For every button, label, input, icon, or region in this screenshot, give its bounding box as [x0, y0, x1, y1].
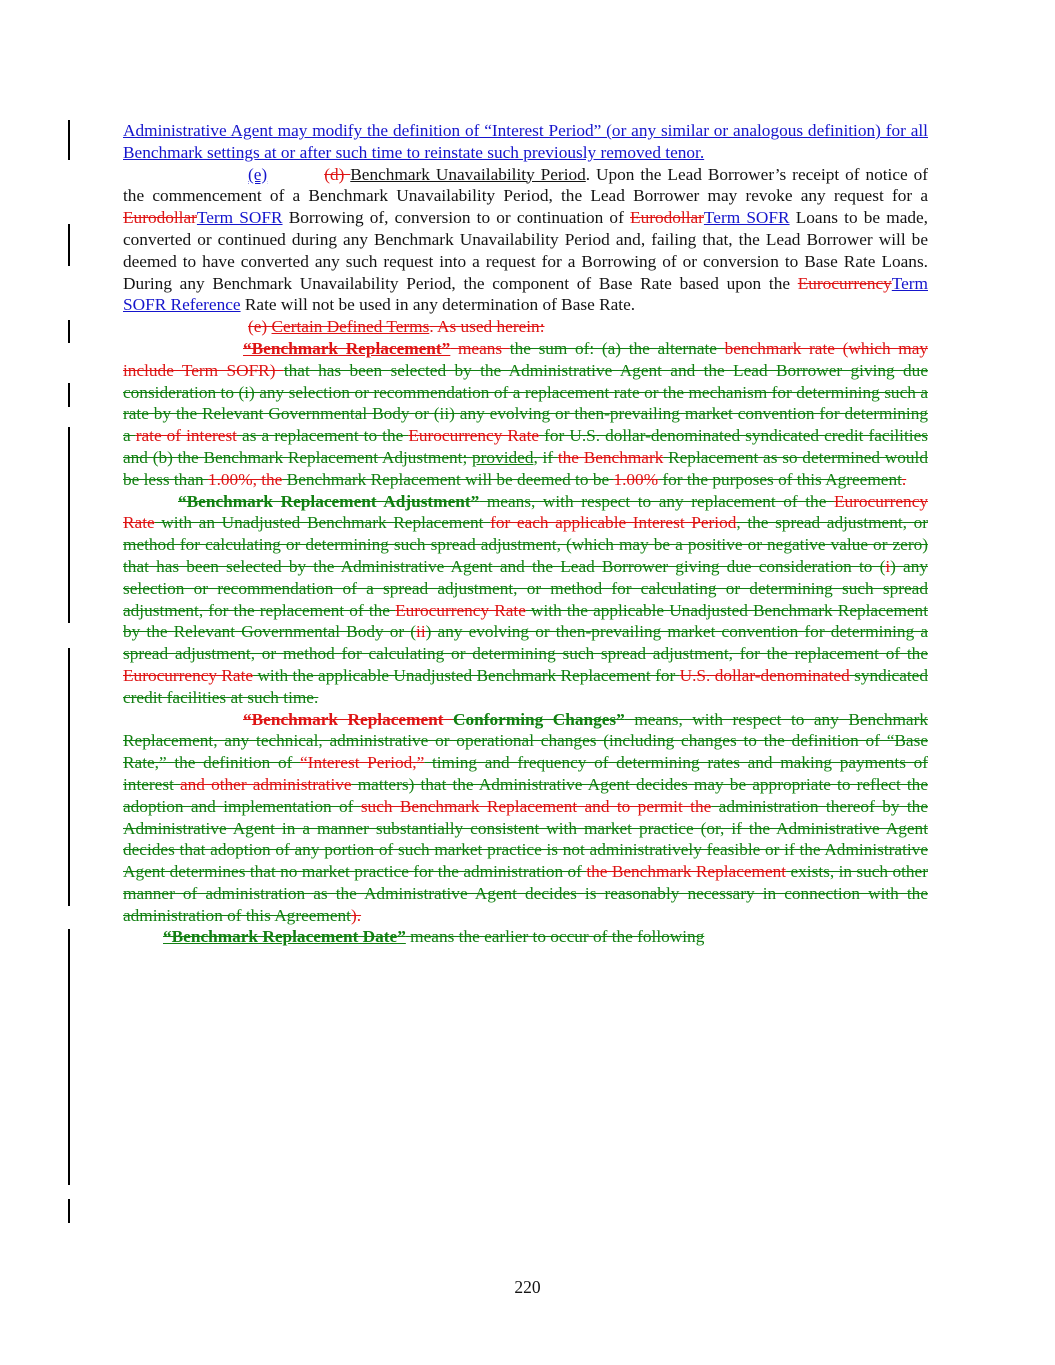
- text-run: , if: [533, 447, 558, 467]
- text-run: the Benchmark: [557, 447, 664, 467]
- text-run: Term SOFR: [196, 208, 283, 228]
- text-run: the Benchmark Replacement: [586, 862, 787, 882]
- text-run: Eurocurrency Rate: [395, 600, 526, 620]
- text-run: Term SOFR: [703, 208, 790, 228]
- text-run: Conforming Changes”: [453, 709, 625, 729]
- text-run: as a replacement to the: [236, 426, 409, 446]
- text-run: Borrowing of, conversion to or continuation of: [282, 208, 631, 228]
- text-run: rate of interest: [135, 426, 237, 446]
- text-run: Eurocurrency: [797, 273, 892, 293]
- benchmark-replacement-date-definition: [123, 926, 928, 948]
- inserted-interest-period-paragraph: [123, 120, 928, 164]
- text-run: Certain Defined Terms: [271, 317, 430, 337]
- text-run: syndicated credit facilities at such time.: [123, 665, 928, 707]
- text-run: provided: [472, 447, 534, 467]
- text-run: Eurocurrency Rate: [123, 665, 254, 685]
- text-run: means, with respect to any replacement of the: [479, 491, 834, 511]
- text-run: i: [885, 556, 891, 576]
- text-run: means, with respect to any Benchmark Replacement, any technical, administrative or operational changes (including changes to the definition of “Base Rate,” the definition of: [123, 709, 928, 773]
- change-bar: [68, 224, 70, 266]
- text-run: with the applicable Unadjusted Benchmark Replacement for: [253, 665, 680, 685]
- change-bar: [68, 929, 70, 1185]
- change-bar: [68, 1199, 70, 1223]
- text-run: and other administrative: [180, 774, 352, 794]
- text-run: such Benchmark Replacement and to permit the: [360, 796, 712, 816]
- text-run: ).: [350, 905, 362, 925]
- text-run: with an Unadjusted Benchmark Replacement: [154, 513, 491, 533]
- certain-defined-terms-line: [123, 316, 928, 338]
- text-run: “Benchmark Replacement Date”: [163, 927, 406, 947]
- change-bar: [68, 320, 70, 343]
- text-run: Administrative Agent may modify the definition of “Interest Period” (or any similar or analogous definition) for all Benchmark settings at or after such time to reinstate such previously removed tenor.: [123, 121, 928, 162]
- benchmark-unavailability-period-paragraph: [123, 164, 928, 317]
- text-run: 1.00%, the: [207, 469, 283, 489]
- text-run: that has been selected by the Administrative Agent and the Lead Borrower giving due consideration to (i) any selection or recommendation of a replacement rate or the mechanism for determining such a rate by the Relevant Governmental Body or (ii) any evolving or then-prevailing market convention for determining a: [123, 360, 928, 446]
- text-run: for the purposes of this Agreement: [658, 469, 902, 489]
- text-run: “Benchmark Replacement”: [243, 338, 451, 358]
- text-run: (d): [324, 164, 351, 184]
- text-run: Replacement as so determined would be less than: [123, 447, 928, 489]
- change-bar: [68, 120, 70, 160]
- text-run: “Interest Period,”: [300, 753, 425, 773]
- text-run: Loans to be made, converted or continued during any Benchmark Unavailability Period and, failing that, the Lead Borrower will be deemed to have converted any such request into a request for a Borrowing of or conversion to Base Rate Loans. During any Benchmark Unavailability Period, the component of Base Rate based upon the: [123, 208, 928, 293]
- text-run: (e): [248, 317, 272, 337]
- text-run: Term SOFR Reference: [123, 273, 928, 315]
- text-run: with the applicable Unadjusted Benchmark Replacement by the Relevant Governmental Body or (: [123, 600, 928, 642]
- text-run: Eurodollar: [123, 208, 197, 228]
- text-run: timing and frequency of determining rates and making payments of interest: [123, 753, 928, 794]
- text-run: means the earlier to occur of the following: [405, 927, 705, 947]
- change-bar: [68, 648, 70, 906]
- text-run: means: [450, 338, 510, 358]
- change-bar: [68, 383, 70, 407]
- text-run: Benchmark Replacement will be deemed to be: [282, 469, 614, 489]
- benchmark-replacement-conforming-changes-definition: [123, 709, 928, 927]
- text-run: Rate will not be used in any determination of Base Rate.: [240, 295, 636, 315]
- text-run: ii: [416, 622, 426, 642]
- text-run: ) any evolving or then-prevailing market convention for determining a spread adjustment, or method for calculating or determining such spread adjustment, for the replacement of the: [123, 622, 929, 664]
- text-run: Benchmark Unavailability Period: [350, 164, 586, 184]
- text-run: 1.00%: [613, 469, 659, 489]
- text-run: benchmark rate (which may include Term SOFR): [123, 338, 929, 380]
- text-run: . Upon the Lead Borrower’s receipt of notice of the commencement of a Benchmark Unavailability Period, the Lead Borrower may revoke any request for a: [123, 164, 928, 206]
- text-run: administration thereof by the Administrative Agent in a manner substantially consistent with market practice (or, if the Administrative Agent decides that adoption of any portion of such market practice is not administratively feasible or if the Administrative Agent determines that no market practice for the administration of: [123, 796, 928, 882]
- text-run: Eurodollar: [630, 208, 704, 228]
- text-run: . As used herein:: [429, 317, 545, 337]
- text-run: “Benchmark Replacement Adjustment”: [178, 491, 480, 511]
- text-run: exists, in such other manner of administration as the Administrative Agent decides is reasonably necessary in connection with the administration of this Agreement: [123, 862, 928, 925]
- document-body: [123, 120, 928, 948]
- page-number: 220: [514, 1277, 541, 1297]
- text-run: Eurocurrency Rate: [123, 491, 929, 533]
- text-run: .: [901, 469, 907, 489]
- text-run: (e): [248, 164, 268, 184]
- text-run: , the spread adjustment, or method for calculating or determining such spread adjustment, (which may be a positive or negative value or zero) that has been selected by the Administrative Agent and the Lead Borrower giving due consideration to (: [123, 513, 928, 576]
- text-run: matters) that the Administrative Agent decides may be appropriate to reflect the adoption and implementation of: [123, 774, 928, 816]
- text-run: the sum of: (a) the alternate: [509, 338, 725, 358]
- benchmark-replacement-definition: [123, 338, 928, 491]
- text-run: “Benchmark Replacement: [243, 709, 454, 729]
- text-run: for U.S. dollar-denominated syndicated credit facilities and (b) the Benchmark Replacement Adjustment;: [123, 426, 928, 467]
- change-bar: [68, 427, 70, 623]
- text-run: U.S. dollar-denominated: [679, 665, 850, 685]
- text-run: for each applicable Interest Period: [490, 513, 737, 533]
- text-run: Eurocurrency Rate: [408, 426, 540, 446]
- text-run: ) any selection or recommendation of a spread adjustment, or method for calculating or determining such spread adjustment, for the replacement of the: [123, 556, 929, 620]
- benchmark-replacement-adjustment-definition: [123, 491, 928, 709]
